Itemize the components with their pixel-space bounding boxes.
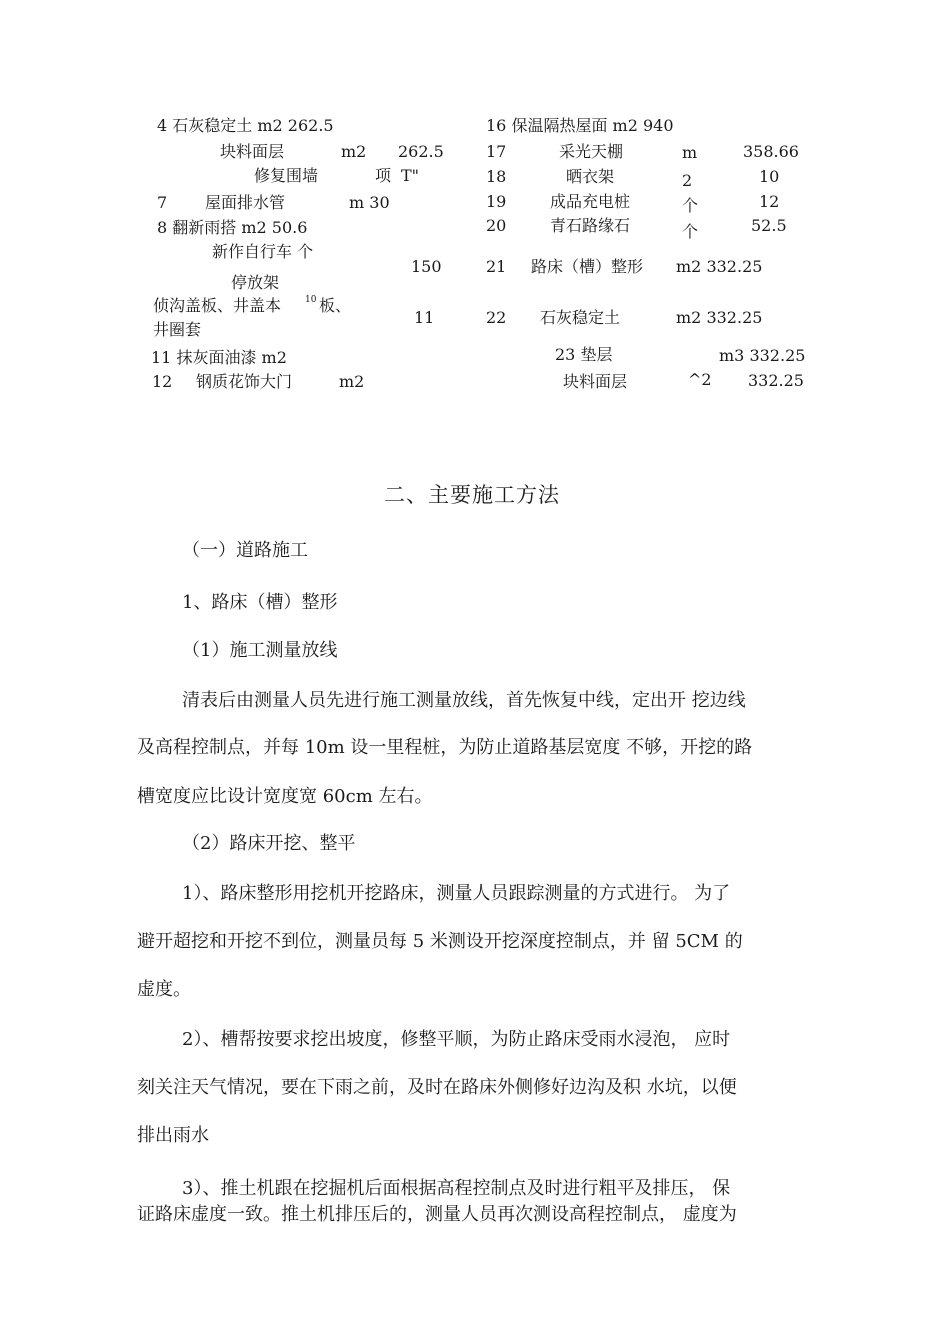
table-row-4: 4 石灰稳定土 m2 262.5 xyxy=(157,116,334,135)
table-row-20-no: 20 xyxy=(486,216,507,235)
paragraph-line: 刻关注天气情况，要在下雨之前，及时在路床外侧修好边沟及积 水坑，以便 xyxy=(137,1077,737,1098)
table-row-10-name: 侦沟盖板、井盖本 xyxy=(153,296,282,315)
table-row-11: 11 抹灰面油漆 m2 xyxy=(151,348,287,367)
table-row-7-unit-qty: m 30 xyxy=(349,193,390,212)
table-row-24-qty: 332.25 xyxy=(748,371,804,390)
table-row-5-qty: 262.5 xyxy=(398,142,444,161)
table-row-6-qty: T" xyxy=(401,166,420,185)
paragraph-line: 及高程控制点，并每 10m 设一里程桩，为防止道路基层宽度 不够，开挖的路 xyxy=(137,737,753,758)
table-row-6-name: 修复围墙 xyxy=(254,166,319,185)
table-row-24-name: 块料面层 xyxy=(563,372,628,391)
table-row-7-name: 屋面排水管 xyxy=(205,193,286,212)
paragraph-line: 清表后由测量人员先进行施工测量放线，首先恢复中线，定出开 挖边线 xyxy=(182,690,746,711)
table-row-12-no: 12 xyxy=(152,372,173,391)
table-row-9-qty: 150 xyxy=(411,257,442,276)
table-row-19-unit: 个 xyxy=(682,196,699,215)
paragraph-line: 槽宽度应比设计宽度宽 60cm 左右。 xyxy=(137,786,433,807)
table-row-19-name: 成品充电桩 xyxy=(550,192,631,211)
table-row-5-name: 块料面层 xyxy=(220,142,285,161)
table-row-12-name: 钢质花饰大门 xyxy=(196,372,293,391)
paragraph-line: 避开超挖和开挖不到位，测量员每 5 米测设开挖深度控制点，并 留 5CM 的 xyxy=(137,931,743,952)
table-row-18-qty: 10 xyxy=(759,167,780,186)
table-row-17-unit: m xyxy=(682,143,698,162)
table-row-18-unit: 2 xyxy=(682,171,693,190)
table-row-6-unit: 项 xyxy=(375,166,392,185)
table-row-22-no: 22 xyxy=(486,308,507,327)
table-row-9-name-cont: 停放架 xyxy=(231,273,280,292)
table-row-18-no: 18 xyxy=(486,167,507,186)
paragraph-line: 1）、路床整形用挖机开挖路床，测量人员跟踪测量的方式进行。 为了 xyxy=(182,883,731,904)
table-row-23-name: 23 垫层 xyxy=(555,345,613,364)
table-row-17-no: 17 xyxy=(486,142,507,161)
table-row-22-unit-qty: m2 332.25 xyxy=(676,308,763,327)
table-row-8: 8 翻新雨搭 m2 50.6 xyxy=(157,218,308,237)
section-title: 二、主要施工方法 xyxy=(384,483,560,507)
table-row-12-unit: m2 xyxy=(339,372,365,391)
subheading-excavation: （2）路床开挖、整平 xyxy=(182,833,356,854)
table-row-19-no: 19 xyxy=(486,192,507,211)
subheading-subgrade-shaping: 1、路床（槽）整形 xyxy=(182,592,338,613)
paragraph-line: 2）、槽帮按要求挖出坡度，修整平顺，为防止路床受雨水浸泡， 应时 xyxy=(182,1029,731,1050)
paragraph-line: 证路床虚度一致。推土机排压后的，测量人员再次测设高程控制点， 虚度为 xyxy=(137,1204,737,1225)
paragraph-line: 虚度。 xyxy=(137,979,191,1000)
subheading-survey-layout: （1）施工测量放线 xyxy=(182,640,338,661)
table-row-19-qty: 12 xyxy=(759,192,780,211)
paragraph-line: 3）、推土机跟在挖掘机后面根据高程控制点及时进行粗平及排压， 保 xyxy=(182,1178,731,1199)
table-row-5-unit: m2 xyxy=(341,142,367,161)
table-row-20-qty: 52.5 xyxy=(751,216,787,235)
table-row-22-name: 石灰稳定土 xyxy=(540,308,621,327)
table-row-23-unit-qty: m3 332.25 xyxy=(719,346,806,365)
table-row-24-unit: ^2 xyxy=(688,370,712,389)
table-row-18-name: 晒衣架 xyxy=(566,167,615,186)
table-row-10-name-tail: 板、 xyxy=(319,296,352,315)
table-row-21-name: 路床（槽）整形 xyxy=(531,257,644,276)
table-row-7-no: 7 xyxy=(157,193,168,212)
table-row-10-name-cont: 井圈套 xyxy=(153,320,202,339)
table-row-9-name: 新作自行车 个 xyxy=(212,242,314,261)
table-row-10-superscript: 10 xyxy=(305,295,317,305)
table-row-10-qty: 11 xyxy=(414,308,435,327)
paragraph-line: 排出雨水 xyxy=(137,1125,209,1146)
subheading-road-construction: （一）道路施工 xyxy=(182,540,308,561)
table-row-21-no: 21 xyxy=(486,257,507,276)
table-row-20-name: 青石路缘石 xyxy=(550,216,631,235)
table-row-17-qty: 358.66 xyxy=(743,142,799,161)
table-row-17-name: 采光天棚 xyxy=(559,142,624,161)
table-row-20-unit: 个 xyxy=(682,222,699,241)
table-row-16: 16 保温隔热屋面 m2 940 xyxy=(486,116,674,135)
table-row-21-unit-qty: m2 332.25 xyxy=(676,257,763,276)
